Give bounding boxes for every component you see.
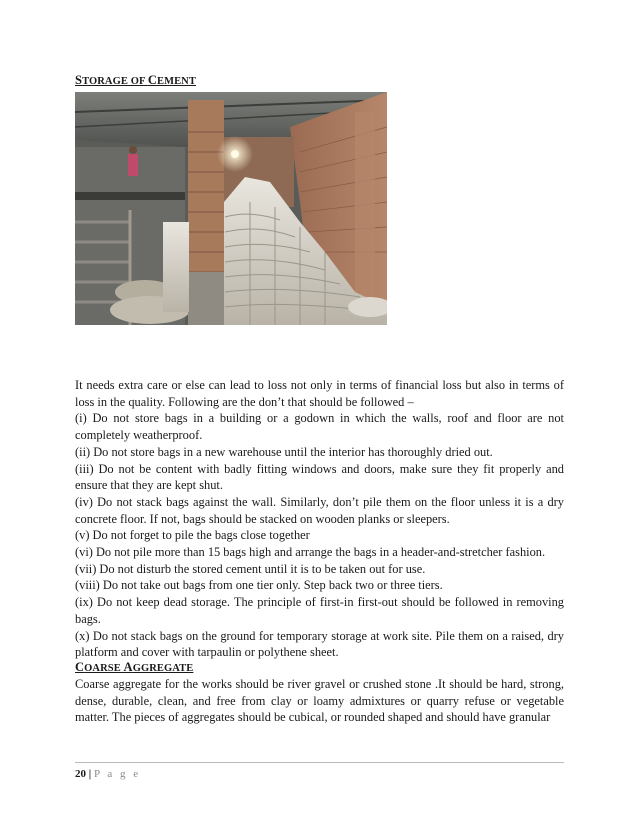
intro-paragraph: It needs extra care or else can lead to loss not only in terms of financial loss but also in terms of loss in the quality. Following are the don’t that should be followed – bbox=[75, 378, 564, 409]
rule-item: (vii) Do not disturb the stored cement until it is to be taken out for use. bbox=[75, 561, 426, 576]
section-heading-coarse-aggregate bbox=[75, 660, 193, 675]
rule-item: (v) Do not forget to pile the bags close together bbox=[75, 528, 310, 543]
rule-item: (iv) Do not stack bags against the wall. Similarly, don’t pile them on the floor unless it is a dry concrete floor. If not, bags should be stacked on wooden planks or sleepers. bbox=[75, 494, 564, 526]
page-footer bbox=[75, 768, 141, 780]
section-heading-storage-of-cement bbox=[75, 73, 196, 88]
rule-item: (vi) Do not pile more than 15 bags high and arrange the bags in a header-and-stretcher fashion. bbox=[75, 545, 546, 560]
warehouse-photo bbox=[75, 92, 387, 325]
heading-initial: A bbox=[123, 660, 133, 674]
footer-divider bbox=[75, 762, 564, 763]
heading-initial: C bbox=[147, 73, 157, 87]
rule-item: (iii) Do not be content with badly fitting windows and doors, make sure they fit properly and ensure that they are kept shut. bbox=[75, 461, 564, 493]
rule-item: (x) Do not stack bags on the ground for temporary storage at work site. Pile them on a raised, dry platform and cover with tarpaulin or polythene sheet. bbox=[75, 628, 564, 660]
rule-item: (ii) Do not store bags in a new warehouse until the interior has thoroughly dried out. bbox=[75, 444, 493, 459]
heading-text: TORAGE OF bbox=[82, 76, 148, 87]
coarse-aggregate-paragraph: Coarse aggregate for the works should be river gravel or crushed stone .It should be hard, strong, dense, durable, clean, and free from clay or loamy admixtures or quarry refuse or vegetable matter. The pieces of aggregates should be cubical, or rounded shaped and should have granular bbox=[75, 677, 564, 725]
rule-item: (viii) Do not take out bags from one tier only. Step back two or three tiers. bbox=[75, 578, 443, 593]
rule-item: (i) Do not store bags in a building or a godown in which the walls, roof and floor are not completely weatherproof. bbox=[75, 411, 564, 443]
heading-initial: C bbox=[75, 660, 85, 674]
heading-text: GGREGATE bbox=[132, 663, 194, 674]
page-number: 20 bbox=[75, 768, 86, 780]
rule-item: (ix) Do not keep dead storage. The principle of first-in first-out should be followed in removing bags. bbox=[75, 595, 564, 626]
heading-text: OARSE bbox=[84, 663, 124, 674]
heading-text: EMENT bbox=[156, 76, 196, 87]
heading-initial: S bbox=[75, 73, 83, 87]
page-label: P a g e bbox=[93, 768, 141, 780]
storage-body-text bbox=[75, 377, 564, 661]
footer-separator: | bbox=[86, 768, 94, 780]
